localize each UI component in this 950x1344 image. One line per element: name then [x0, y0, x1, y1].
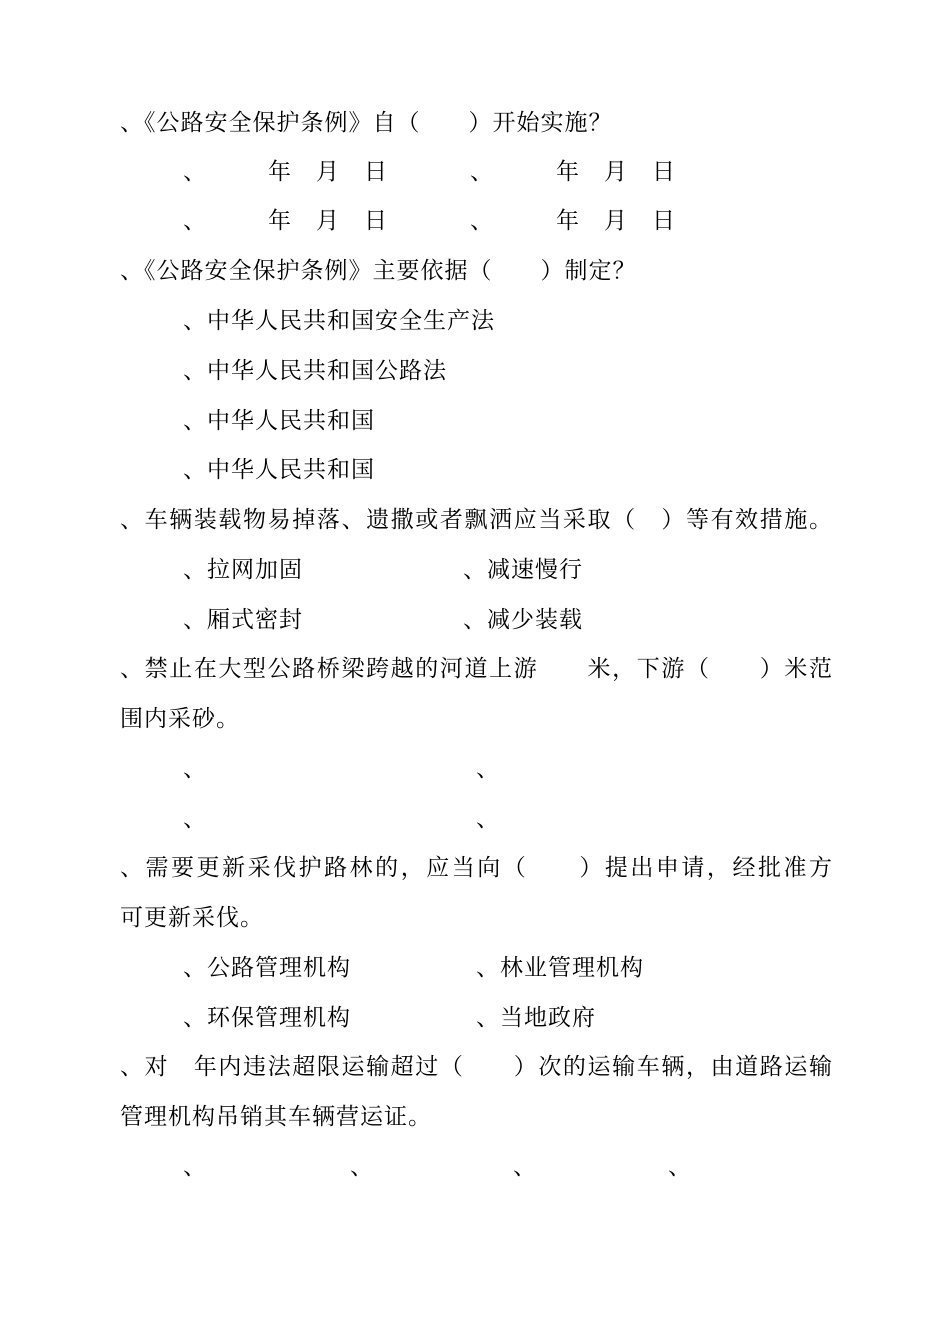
question-1-stem: 、《公路安全保护条例》自（ ）开始实施？ — [120, 110, 613, 136]
question-1-option-d-marker: 、 — [470, 208, 494, 234]
question-3-option-c: 、厢式密封 — [183, 607, 303, 633]
question-5-stem-line-2: 可更新采伐。 — [120, 905, 264, 931]
question-2-stem: 、《公路安全保护条例》主要依据（ ）制定？ — [120, 258, 637, 284]
question-5-option-c: 、环保管理机构 — [183, 1005, 351, 1031]
question-3-option-d: 、减少装载 — [463, 607, 583, 633]
question-4-stem-line-1: 、禁止在大型公路桥梁跨越的河道上游 米，下游（ ）米范 — [120, 656, 832, 682]
question-5-option-d: 、当地政府 — [476, 1005, 596, 1031]
question-3-option-b: 、减速慢行 — [463, 557, 583, 583]
question-4-option-c: 、 — [183, 806, 207, 832]
question-1-option-b-date: 年 月 日 — [556, 159, 676, 185]
question-2-option-a: 、中华人民共和国安全生产法 — [183, 308, 495, 334]
question-6-stem-line-2: 管理机构吊销其车辆营运证。 — [120, 1104, 432, 1130]
question-5-option-a: 、公路管理机构 — [183, 955, 351, 981]
question-3-option-a: 、拉网加固 — [183, 557, 303, 583]
question-4-option-a: 、 — [183, 756, 207, 782]
question-1-option-c-date: 年 月 日 — [268, 208, 388, 234]
question-2-option-b: 、中华人民共和国公路法 — [183, 358, 447, 384]
question-2-option-d: 、中华人民共和国 — [183, 457, 375, 483]
question-1-option-b-marker: 、 — [470, 159, 494, 185]
question-4-stem-line-2: 围内采砂。 — [120, 706, 240, 732]
question-4-option-d: 、 — [476, 806, 500, 832]
question-1-option-a-date: 年 月 日 — [268, 159, 388, 185]
question-6-option-d: 、 — [668, 1154, 692, 1180]
question-1-option-d-date: 年 月 日 — [556, 208, 676, 234]
question-6-option-c: 、 — [513, 1154, 537, 1180]
question-3-stem: 、车辆装载物易掉落、遗撒或者飘洒应当采取（ ）等有效措施。 — [120, 507, 832, 533]
question-6-option-a: 、 — [183, 1154, 207, 1180]
question-6-stem-line-1: 、对 年内违法超限运输超过（ ）次的运输车辆，由道路运输 — [120, 1054, 832, 1080]
question-6-option-b: 、 — [350, 1154, 374, 1180]
question-1-option-c-marker: 、 — [183, 208, 207, 234]
question-1-option-a-marker: 、 — [183, 159, 207, 185]
question-2-option-c: 、中华人民共和国 — [183, 408, 375, 434]
question-5-stem-line-1: 、需要更新采伐护路林的，应当向（ ）提出申请，经批准方 — [120, 855, 832, 881]
question-5-option-b: 、林业管理机构 — [476, 955, 644, 981]
question-4-option-b: 、 — [476, 756, 500, 782]
